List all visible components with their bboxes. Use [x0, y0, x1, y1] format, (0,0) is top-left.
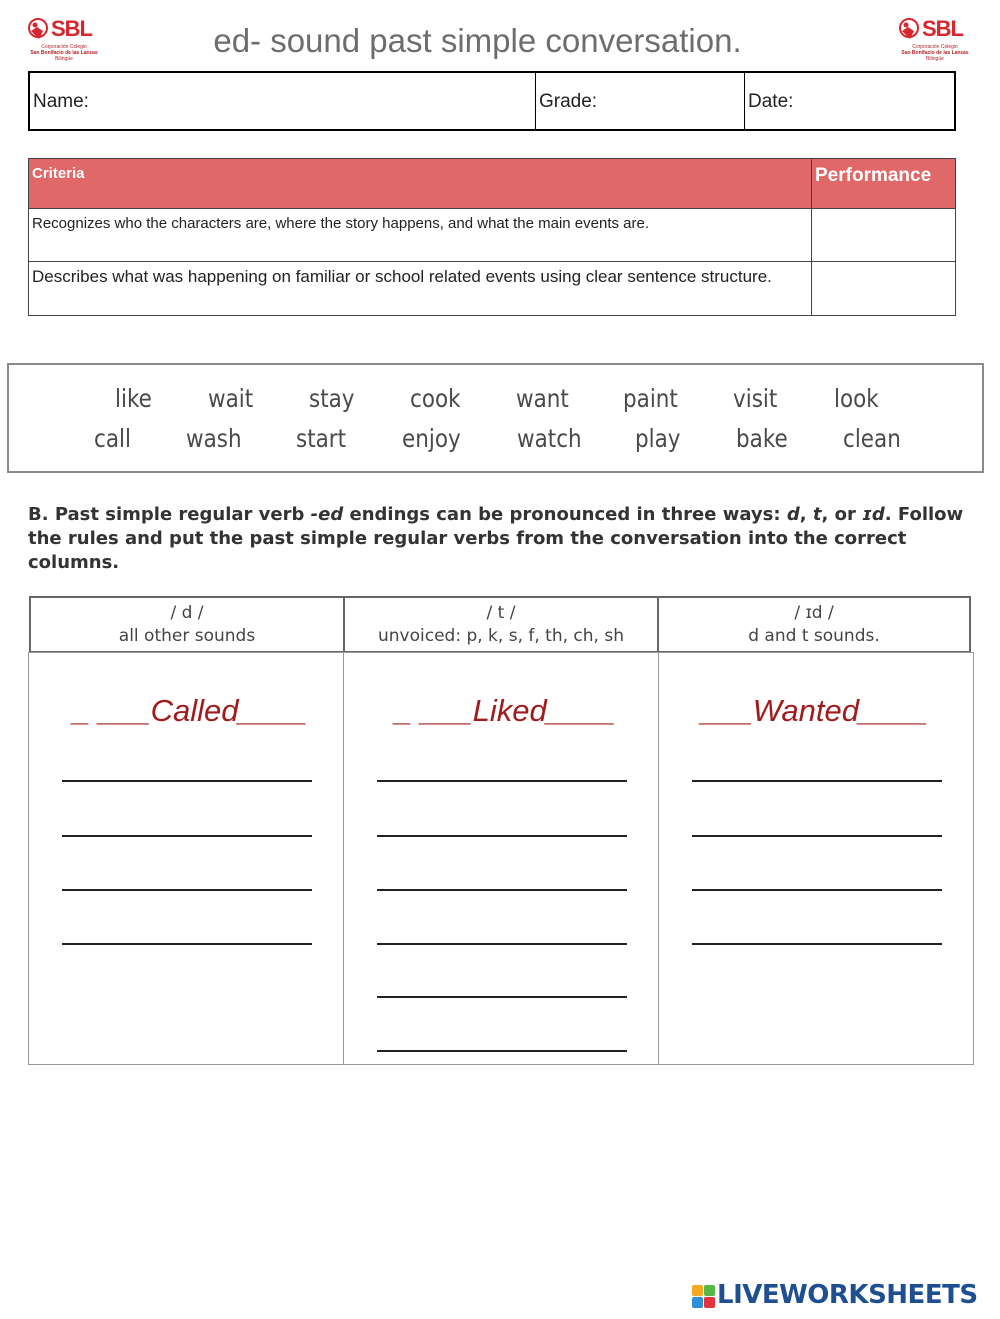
name-label: Name: — [33, 91, 89, 112]
date-field[interactable] — [745, 73, 954, 129]
divider — [343, 653, 344, 1064]
d-sound-header: / d / all other sounds — [118, 603, 256, 646]
student-info-table — [28, 71, 956, 131]
answer-blank[interactable] — [692, 943, 942, 945]
liveworksheets-text: LIVEWORKSHEETS — [717, 1280, 978, 1310]
word-bank-item: wash — [186, 424, 242, 453]
answer-blank[interactable] — [692, 780, 942, 782]
liveworksheets-grid-icon — [692, 1285, 716, 1309]
criteria-column-header: Criteria — [32, 165, 85, 182]
performance-cell-1[interactable] — [812, 209, 955, 261]
answer-blank[interactable] — [377, 1050, 627, 1052]
sound-table-header — [29, 596, 971, 653]
page-title: ed- sound past simple conversation. — [213, 22, 742, 59]
word-bank-item: stay — [309, 384, 355, 413]
word-bank-item: play — [635, 424, 681, 453]
answer-grid — [28, 652, 974, 1065]
criteria-row-2: Describes what was happening on familiar or school related events using clear sentence structure. — [32, 267, 772, 286]
word-bank-item: call — [94, 424, 131, 453]
criteria-row-1: Recognizes who the characters are, where the story happens, and what the main events are. — [32, 215, 650, 232]
performance-cell-2[interactable] — [812, 262, 955, 315]
word-bank — [7, 363, 984, 473]
answer-blank[interactable] — [62, 889, 312, 891]
answer-blank[interactable] — [62, 835, 312, 837]
performance-column-header: Performance — [815, 165, 932, 186]
logo-text: SBL — [51, 16, 92, 41]
divider — [658, 653, 659, 1064]
criteria-table — [28, 158, 956, 316]
word-bank-item: wait — [208, 384, 254, 413]
logo-text: SBL — [922, 16, 963, 41]
word-bank-item: clean — [843, 424, 901, 453]
word-bank-item: start — [296, 424, 347, 453]
name-field[interactable] — [30, 73, 535, 129]
date-label: Date: — [748, 91, 794, 112]
logo-subtitle: Corporación Colegio San Bonifacio de las Lanzas Bilingüe — [30, 44, 98, 62]
example-answer-t: _ ___Liked____ — [395, 693, 616, 728]
word-bank-item: look — [834, 384, 879, 413]
word-bank-item: paint — [623, 384, 678, 413]
word-bank-item: enjoy — [402, 424, 461, 453]
answer-blank[interactable] — [692, 889, 942, 891]
word-bank-item: watch — [517, 424, 582, 453]
grade-label: Grade: — [539, 91, 598, 112]
id-sound-header: / ɪd / d and t sounds. — [748, 603, 880, 646]
word-bank-item: like — [115, 384, 152, 413]
answer-blank[interactable] — [377, 835, 627, 837]
word-bank-item: cook — [410, 384, 461, 413]
instruction-text: B. Past simple regular verb -ed endings can be pronounced in three ways: d, t, or ɪd. Follow the rules and put the past simple regular verbs from the conversation into the correct columns. — [28, 504, 964, 573]
answer-blank[interactable] — [377, 889, 627, 891]
answer-blank[interactable] — [692, 835, 942, 837]
logo-subtitle: Corporación Colegio San Bonifacio de las Lanzas Bilingüe — [901, 44, 969, 62]
answer-blank[interactable] — [62, 943, 312, 945]
example-answer-d: _ ___Called____ — [73, 693, 308, 728]
word-bank-item: visit — [733, 384, 778, 413]
example-answer-id: ___Wanted____ — [701, 693, 928, 728]
answer-blank[interactable] — [377, 943, 627, 945]
t-sound-header: / t / unvoiced: p, k, s, f, th, ch, sh — [378, 603, 624, 646]
answer-blank[interactable] — [377, 996, 627, 998]
word-bank-item: bake — [736, 424, 788, 453]
answer-blank[interactable] — [62, 780, 312, 782]
answer-blank[interactable] — [377, 780, 627, 782]
grade-field[interactable] — [536, 73, 744, 129]
word-bank-item: want — [516, 384, 569, 413]
